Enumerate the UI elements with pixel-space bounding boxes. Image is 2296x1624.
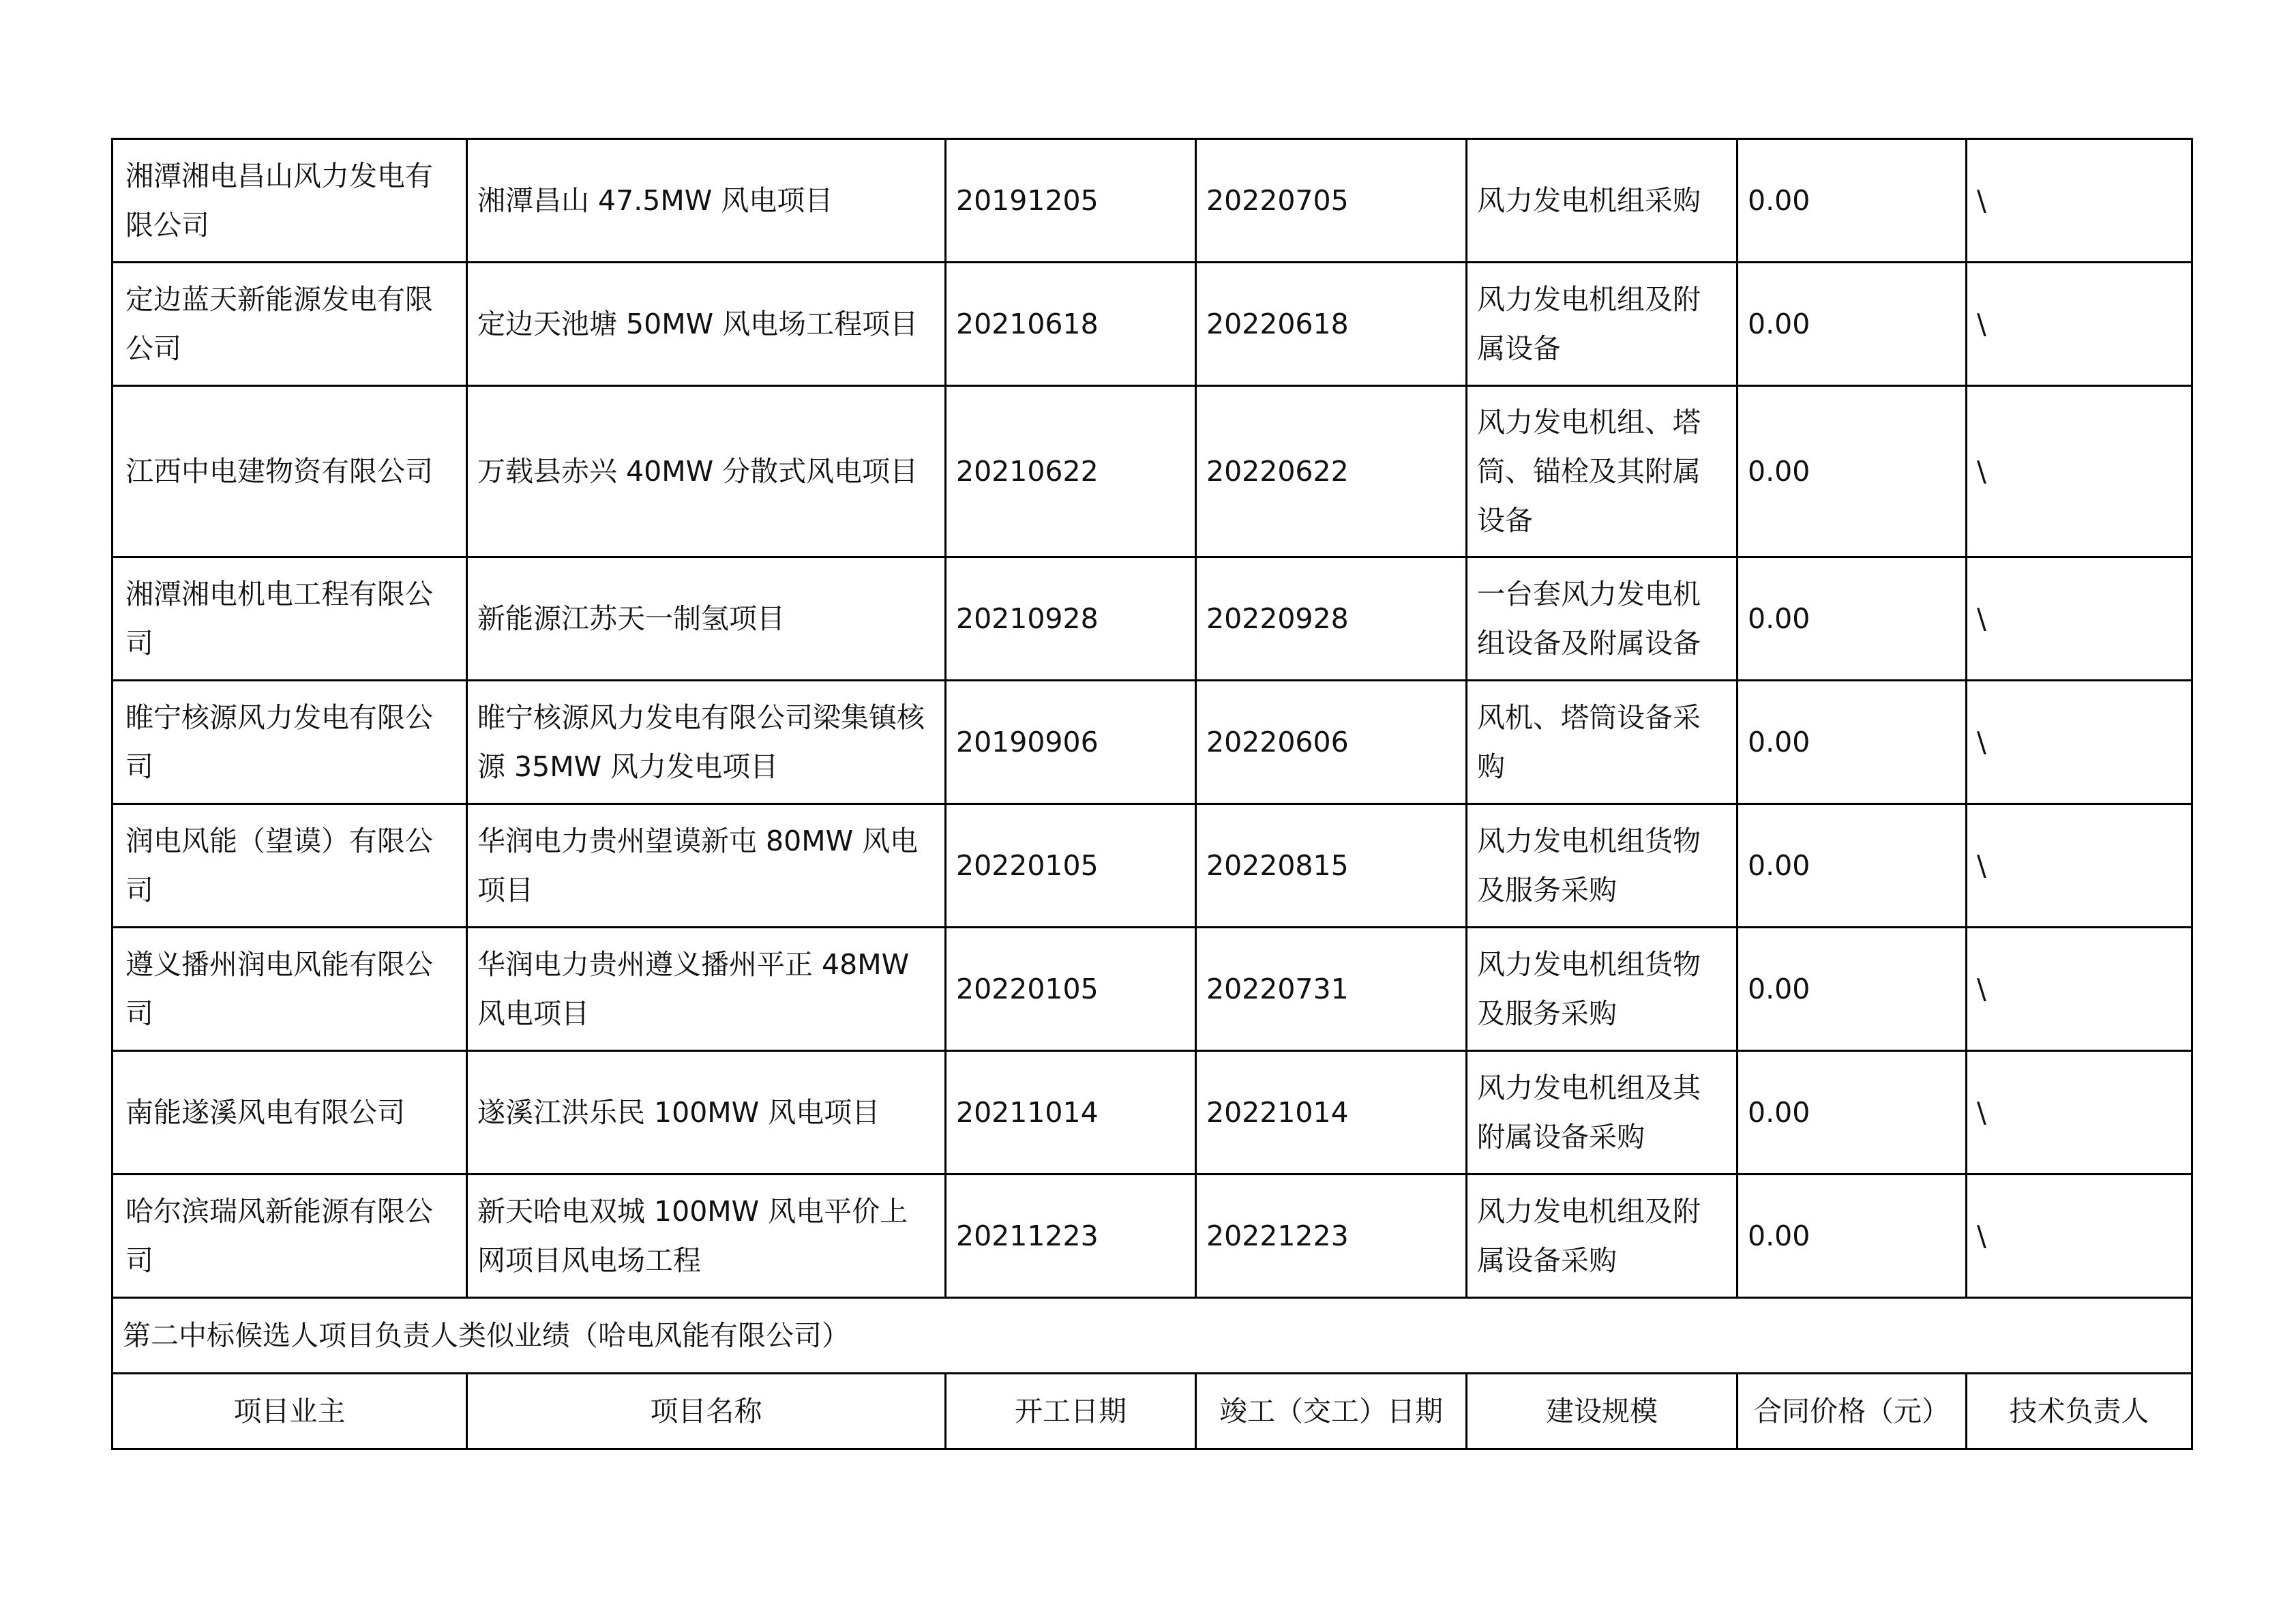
price-cell: 0.00 [1738,386,1967,557]
header-row [113,1374,2192,1449]
completion-date-cell: 20221014 [1196,1051,1467,1175]
price-cell: 0.00 [1738,928,1967,1051]
table-row [113,804,2192,928]
table-row [113,1175,2192,1298]
technical-lead-cell: \ [1967,1051,2192,1175]
owner-cell: 南能遂溪风电有限公司 [113,1051,467,1175]
start-date-cell: 20220105 [946,804,1196,928]
scale-cell: 风力发电机组及附属设备采购 [1467,1175,1738,1298]
project-cell: 新能源江苏天一制氢项目 [467,557,946,681]
technical-lead-cell: \ [1967,263,2192,386]
header-owner: 项目业主 [113,1374,467,1449]
scale-cell: 风力发电机组、塔筒、锚栓及其附属设备 [1467,386,1738,557]
table-row [113,139,2192,263]
price-cell: 0.00 [1738,1051,1967,1175]
section-title-row [113,1298,2192,1374]
price-cell: 0.00 [1738,263,1967,386]
project-cell: 睢宁核源风力发电有限公司梁集镇核源 35MW 风力发电项目 [467,681,946,804]
start-date-cell: 20210622 [946,386,1196,557]
header-completion-date: 竣工（交工）日期 [1196,1374,1467,1449]
start-date-cell: 20211014 [946,1051,1196,1175]
owner-cell: 润电风能（望谟）有限公司 [113,804,467,928]
start-date-cell: 20210928 [946,557,1196,681]
owner-cell: 江西中电建物资有限公司 [113,386,467,557]
owner-cell: 定边蓝天新能源发电有限公司 [113,263,467,386]
start-date-cell: 20211223 [946,1175,1196,1298]
owner-cell: 湘潭湘电昌山风力发电有限公司 [113,139,467,263]
completion-date-cell: 20220606 [1196,681,1467,804]
owner-cell: 遵义播州润电风能有限公司 [113,928,467,1051]
technical-lead-cell: \ [1967,139,2192,263]
scale-cell: 风力发电机组货物及服务采购 [1467,928,1738,1051]
table-row [113,386,2192,557]
scale-cell: 一台套风力发电机组设备及附属设备 [1467,557,1738,681]
technical-lead-cell: \ [1967,1175,2192,1298]
project-cell: 新天哈电双城 100MW 风电平价上网项目风电场工程 [467,1175,946,1298]
completion-date-cell: 20220731 [1196,928,1467,1051]
header-start-date: 开工日期 [946,1374,1196,1449]
table-row [113,557,2192,681]
start-date-cell: 20191205 [946,139,1196,263]
header-price: 合同价格（元） [1738,1374,1967,1449]
table-row [113,263,2192,386]
header-technical-lead: 技术负责人 [1967,1374,2192,1449]
owner-cell: 湘潭湘电机电工程有限公司 [113,557,467,681]
price-cell: 0.00 [1738,557,1967,681]
table-row [113,1051,2192,1175]
technical-lead-cell: \ [1967,386,2192,557]
completion-date-cell: 20221223 [1196,1175,1467,1298]
completion-date-cell: 20220622 [1196,386,1467,557]
technical-lead-cell: \ [1967,928,2192,1051]
project-cell: 万载县赤兴 40MW 分散式风电项目 [467,386,946,557]
performance-table [111,138,2193,1450]
scale-cell: 风力发电机组货物及服务采购 [1467,804,1738,928]
table-row [113,681,2192,804]
section-title: 第二中标候选人项目负责人类似业绩（哈电风能有限公司） [113,1298,2192,1374]
technical-lead-cell: \ [1967,681,2192,804]
completion-date-cell: 20220928 [1196,557,1467,681]
start-date-cell: 20210618 [946,263,1196,386]
project-cell: 华润电力贵州遵义播州平正 48MW 风电项目 [467,928,946,1051]
start-date-cell: 20220105 [946,928,1196,1051]
owner-cell: 哈尔滨瑞风新能源有限公司 [113,1175,467,1298]
price-cell: 0.00 [1738,1175,1967,1298]
scale-cell: 风力发电机组及附属设备 [1467,263,1738,386]
scale-cell: 风机、塔筒设备采购 [1467,681,1738,804]
price-cell: 0.00 [1738,681,1967,804]
technical-lead-cell: \ [1967,557,2192,681]
completion-date-cell: 20220705 [1196,139,1467,263]
header-scale: 建设规模 [1467,1374,1738,1449]
project-cell: 华润电力贵州望谟新屯 80MW 风电项目 [467,804,946,928]
completion-date-cell: 20220815 [1196,804,1467,928]
completion-date-cell: 20220618 [1196,263,1467,386]
scale-cell: 风力发电机组采购 [1467,139,1738,263]
price-cell: 0.00 [1738,804,1967,928]
price-cell: 0.00 [1738,139,1967,263]
header-project: 项目名称 [467,1374,946,1449]
technical-lead-cell: \ [1967,804,2192,928]
table-row [113,928,2192,1051]
owner-cell: 睢宁核源风力发电有限公司 [113,681,467,804]
start-date-cell: 20190906 [946,681,1196,804]
scale-cell: 风力发电机组及其附属设备采购 [1467,1051,1738,1175]
project-cell: 遂溪江洪乐民 100MW 风电项目 [467,1051,946,1175]
project-cell: 湘潭昌山 47.5MW 风电项目 [467,139,946,263]
project-cell: 定边天池塘 50MW 风电场工程项目 [467,263,946,386]
